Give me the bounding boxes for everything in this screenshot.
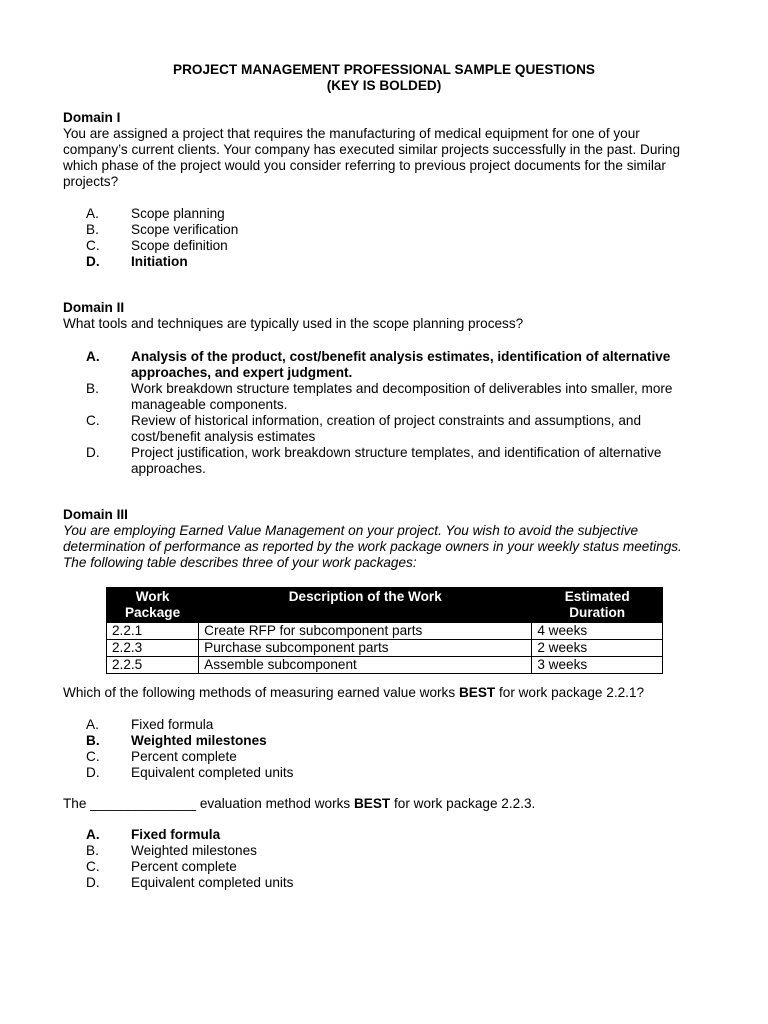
cell-duration: 4 weeks	[532, 623, 663, 640]
q2-option-d: D. Project justification, work breakdown structure templates, and identification of alternative approaches.	[86, 445, 662, 476]
table-row	[107, 640, 663, 657]
q2-option-a-answer: A. Analysis of the product, cost/benefit analysis estimates, identification of alternative approaches, and expert judgment.	[86, 349, 671, 380]
question-2-options	[63, 349, 703, 477]
question-2-text: What tools and techniques are typically used in the scope planning process?	[63, 316, 524, 331]
domain-2-heading: Domain II	[63, 300, 125, 315]
question-1-options	[63, 206, 703, 270]
q3a-option-d: D. Equivalent completed units	[86, 765, 294, 780]
cell-duration: 2 weeks	[532, 640, 663, 657]
q2-option-b: B. Work breakdown structure templates and decomposition of deliverables into smaller, more manageable components.	[86, 381, 673, 412]
question-3b-text: The ______________ evaluation method works BEST for work package 2.2.3.	[63, 796, 536, 811]
q3b-option-b: B. Weighted milestones	[86, 843, 257, 858]
q1-option-b: B. Scope verification	[86, 222, 239, 237]
q3a-option-c: C. Percent complete	[86, 749, 237, 764]
q3b-option-c: C. Percent complete	[86, 859, 237, 874]
q1-option-d-answer: D. Initiation	[86, 254, 188, 269]
q2-option-c: C. Review of historical information, creation of project constraints and assumptions, and cost/benefit analysis estimates	[86, 413, 642, 444]
col-header-work-package: Work Package	[107, 588, 199, 623]
domain-1-heading: Domain I	[63, 110, 121, 125]
question-3a-text: Which of the following methods of measuring earned value works BEST for work package 2.2.1?	[63, 685, 645, 700]
q3a-option-b-answer: B. Weighted milestones	[86, 733, 267, 748]
question-3a-options	[63, 717, 703, 781]
question-3-text: You are employing Earned Value Management on your project. You wish to avoid the subjective determination of performance as reported by the work package owners in your weekly status meetings. The following table describes three of your work packages:	[63, 523, 682, 570]
cell-description: Create RFP for subcomponent parts	[199, 623, 532, 640]
domain-3-heading: Domain III	[63, 507, 128, 522]
cell-work-package: 2.2.1	[107, 623, 199, 640]
document-title	[0, 62, 768, 94]
work-package-table	[106, 587, 663, 674]
question-3b-options	[63, 827, 703, 891]
question-2	[63, 300, 703, 332]
table-header-row	[107, 588, 663, 623]
col-header-description: Description of the Work	[199, 588, 532, 623]
cell-description: Assemble subcomponent	[199, 657, 532, 674]
question-1	[63, 110, 703, 190]
cell-description: Purchase subcomponent parts	[199, 640, 532, 657]
cell-work-package: 2.2.5	[107, 657, 199, 674]
question-1-text: You are assigned a project that requires the manufacturing of medical equipment for one of your company’s current clients. Your company has executed similar projects successfully in the past. During which phase of the project would you consider referring to previous project documents for the similar projects?	[63, 126, 681, 189]
table-row	[107, 657, 663, 674]
question-3	[63, 507, 703, 571]
q1-option-c: C. Scope definition	[86, 238, 228, 253]
q3a-option-a: A. Fixed formula	[86, 717, 214, 732]
cell-work-package: 2.2.3	[107, 640, 199, 657]
title-line-2: (KEY IS BOLDED)	[326, 78, 442, 93]
title-line-1: PROJECT MANAGEMENT PROFESSIONAL SAMPLE QUESTIONS	[173, 62, 595, 77]
q3b-option-a-answer: A. Fixed formula	[86, 827, 221, 842]
table-row	[107, 623, 663, 640]
q3b-option-d: D. Equivalent completed units	[86, 875, 294, 890]
col-header-duration: Estimated Duration	[532, 588, 663, 623]
q1-option-a: A. Scope planning	[86, 206, 225, 221]
cell-duration: 3 weeks	[532, 657, 663, 674]
